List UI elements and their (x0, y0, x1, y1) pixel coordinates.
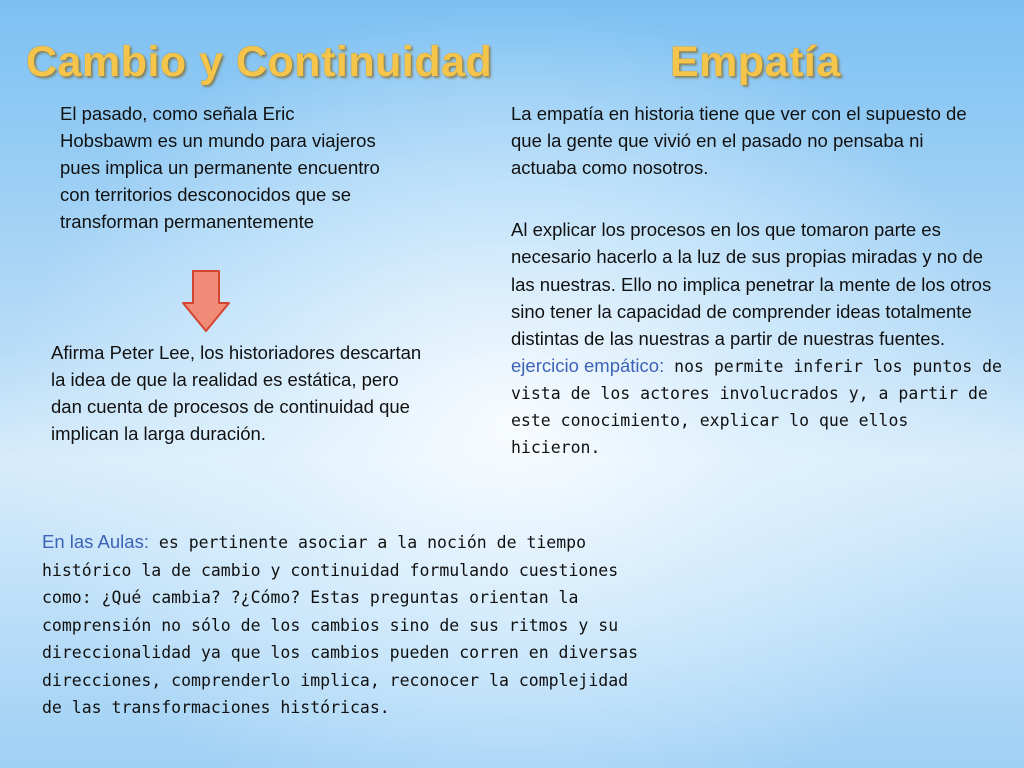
aulas-text: es pertinente asociar a la noción de tiempo histórico la de cambio y continuidad formulando cuestiones como: ¿Qué cambia? ?¿Cómo? Estas preguntas orientan la comprensión no sólo de los cambios sino de sus ritmos y su direccionalidad ya que los cambios pueden corren en diversas direcciones, comprenderlo implica, reconocer la complejidad de las transformaciones históricas. (42, 533, 639, 717)
exercise-label: ejercicio empático: (511, 355, 665, 377)
empatia-paragraph-2: Al explicar los procesos en los que tomaron parte es necesario hacerlo a la luz de sus propias miradas y no de las nuestras. Ello no implica penetrar la mente de los otros sino tener la capacidad de comprender ideas totalmente distintas de las nuestras a partir de nuestras fuentes. (511, 219, 992, 350)
aulas-paragraph (42, 528, 652, 722)
lee-paragraph: Afirma Peter Lee, los historiadores descartan la idea de que la realidad es estática, pero dan cuenta de procesos de continuidad que implican la larga duración. (51, 342, 422, 444)
exercise-paragraph (511, 352, 1006, 461)
hobsbawm-paragraph: El pasado, como señala Eric Hobsbawm es un mundo para viajeros pues implica un permanente encuentro con territorios desconocidos que se transforman permanentemente (60, 103, 380, 232)
exercise-text: nos permite inferir los puntos de vista de los actores involucrados y, a partir de este conocimiento, explicar lo que ellos hicieron. (511, 357, 1002, 458)
title-cambio-continuidad: Cambio y Continuidad (26, 38, 493, 86)
aulas-label: En las Aulas: (42, 531, 149, 552)
empatia-block (511, 216, 1006, 461)
empatia-paragraph-1: La empatía en historia tiene que ver con el supuesto de que la gente que vivió en el pasado no pensaba ni actuaba como nosotros. (511, 103, 967, 178)
down-arrow-icon (181, 269, 231, 333)
title-empatia: Empatía (670, 38, 841, 86)
